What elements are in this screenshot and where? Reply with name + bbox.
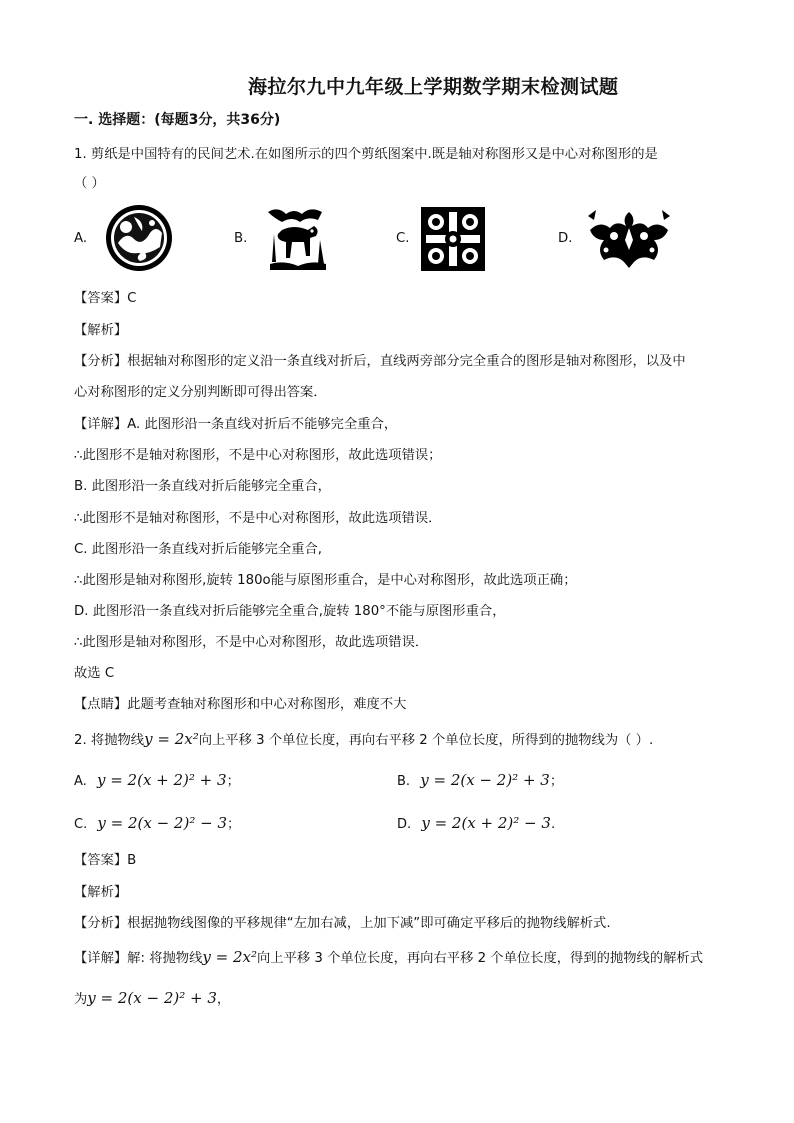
q2-final-end: ，	[216, 992, 231, 1007]
q2-formula: y = 2x²	[144, 730, 199, 748]
q1-xiangjie-line: D. 此图形沿一条直线对折后能够完全重合,旋转 180°不能与原图形重合，	[74, 604, 506, 619]
q1-xiangjie-line: 故选 C	[74, 666, 115, 681]
q2-option-a-label: A.	[74, 774, 87, 789]
q1-option-d-label: D.	[558, 231, 573, 246]
q2-option-b	[397, 770, 563, 789]
q2-xiangjie-post: 向上平移 3 个单位长度，再向右平移 2 个单位长度，得到的抛物线的解析式	[257, 951, 704, 966]
q2-option-c	[74, 813, 240, 832]
papercut-a-image	[104, 203, 174, 273]
q2-option-d-label: D.	[397, 817, 412, 832]
q2-fenxi: 【分析】根据抛物线图像的平移规律“左加右减，上加下减”即可确定平移后的抛物线解析式.	[74, 916, 611, 931]
page-title: 海拉尔九中九年级上学期数学期末检测试题	[248, 76, 619, 98]
q2-xiangjie-formula: y = 2x²	[202, 948, 257, 966]
papercut-d-image	[584, 206, 674, 270]
q2-jiexi: 【解析】	[74, 885, 128, 900]
q2-final-pre: 为	[74, 992, 88, 1007]
q1-fenxi-line1: 【分析】根据轴对称图形的定义沿一条直线对折后，直线两旁部分完全重合的图形是轴对称图形，以及中	[74, 354, 686, 369]
q2-final-line	[74, 988, 230, 1007]
q1-xiangjie-line: ∴此图形是轴对称图形,旋转 180o能与原图形重合，是中心对称图形，故此选项正确；	[74, 573, 577, 588]
q2-option-d	[397, 813, 555, 832]
papercut-c-image	[420, 206, 486, 272]
q1-xiangjie-line: B. 此图形沿一条直线对折后能够完全重合，	[74, 479, 331, 494]
q2-answer: 【答案】B	[74, 853, 137, 868]
q2-text-pre: 2. 将抛物线	[74, 733, 145, 748]
q2-text-line	[74, 729, 653, 748]
q2-option-a	[74, 770, 240, 789]
q1-fenxi-line2: 心对称图形的定义分别判断即可得出答案．	[74, 385, 327, 400]
q2-final-formula: y = 2(x − 2)² + 3	[87, 989, 217, 1007]
q2-option-c-expr: y = 2(x − 2)² − 3	[97, 814, 227, 832]
q2-option-c-label: C.	[74, 817, 88, 832]
q2-option-a-end: ；	[226, 774, 240, 789]
papercut-b-image	[264, 204, 332, 274]
q1-text: 1. 剪纸是中国特有的民间艺术.在如图所示的四个剪纸图案中.既是轴对称图形又是中心对称图形的是	[74, 147, 658, 162]
q2-option-c-end: ；	[227, 817, 241, 832]
q2-option-b-label: B.	[397, 774, 411, 789]
q2-option-b-expr: y = 2(x − 2)² + 3	[420, 771, 550, 789]
q1-option-b-label: B.	[234, 231, 248, 246]
q2-option-d-expr: y = 2(x + 2)² − 3	[421, 814, 551, 832]
q1-xiangjie-line: ∴此图形是轴对称图形，不是中心对称图形，故此选项错误．	[74, 635, 429, 650]
q1-answer: 【答案】C	[74, 291, 137, 306]
q1-xiangjie-line: C. 此图形沿一条直线对折后能够完全重合,	[74, 542, 323, 557]
q1-xiangjie-line: ∴此图形不是轴对称图形，不是中心对称图形，故此选项错误．	[74, 511, 442, 526]
q1-xiangjie-line: ∴此图形不是轴对称图形，不是中心对称图形，故此选项错误；	[74, 448, 442, 463]
q2-xiangjie-pre: 【详解】解: 将抛物线	[74, 951, 203, 966]
q2-text-post: 向上平移 3 个单位长度，再向右平移 2 个单位长度，所得到的抛物线为（ ）.	[198, 733, 654, 748]
q1-jiexi: 【解析】	[74, 323, 128, 338]
q1-option-a-label: A.	[74, 231, 88, 246]
q2-option-d-end: .	[550, 817, 556, 832]
q1-paren: （ ）	[74, 176, 105, 191]
q2-option-a-expr: y = 2(x + 2)² + 3	[96, 771, 227, 789]
q2-xiangjie-line	[74, 947, 703, 966]
q1-dianjing: 【点睛】此题考查轴对称图形和中心对称图形，难度不大	[74, 697, 407, 712]
q1-option-c-label: C.	[396, 231, 410, 246]
section-header: 一. 选择题：(每题3分，共36分)	[74, 112, 281, 128]
q2-option-b-end: ；	[549, 774, 564, 789]
q1-xiangjie-line: 【详解】A. 此图形沿一条直线对折后不能够完全重合，	[74, 417, 398, 432]
